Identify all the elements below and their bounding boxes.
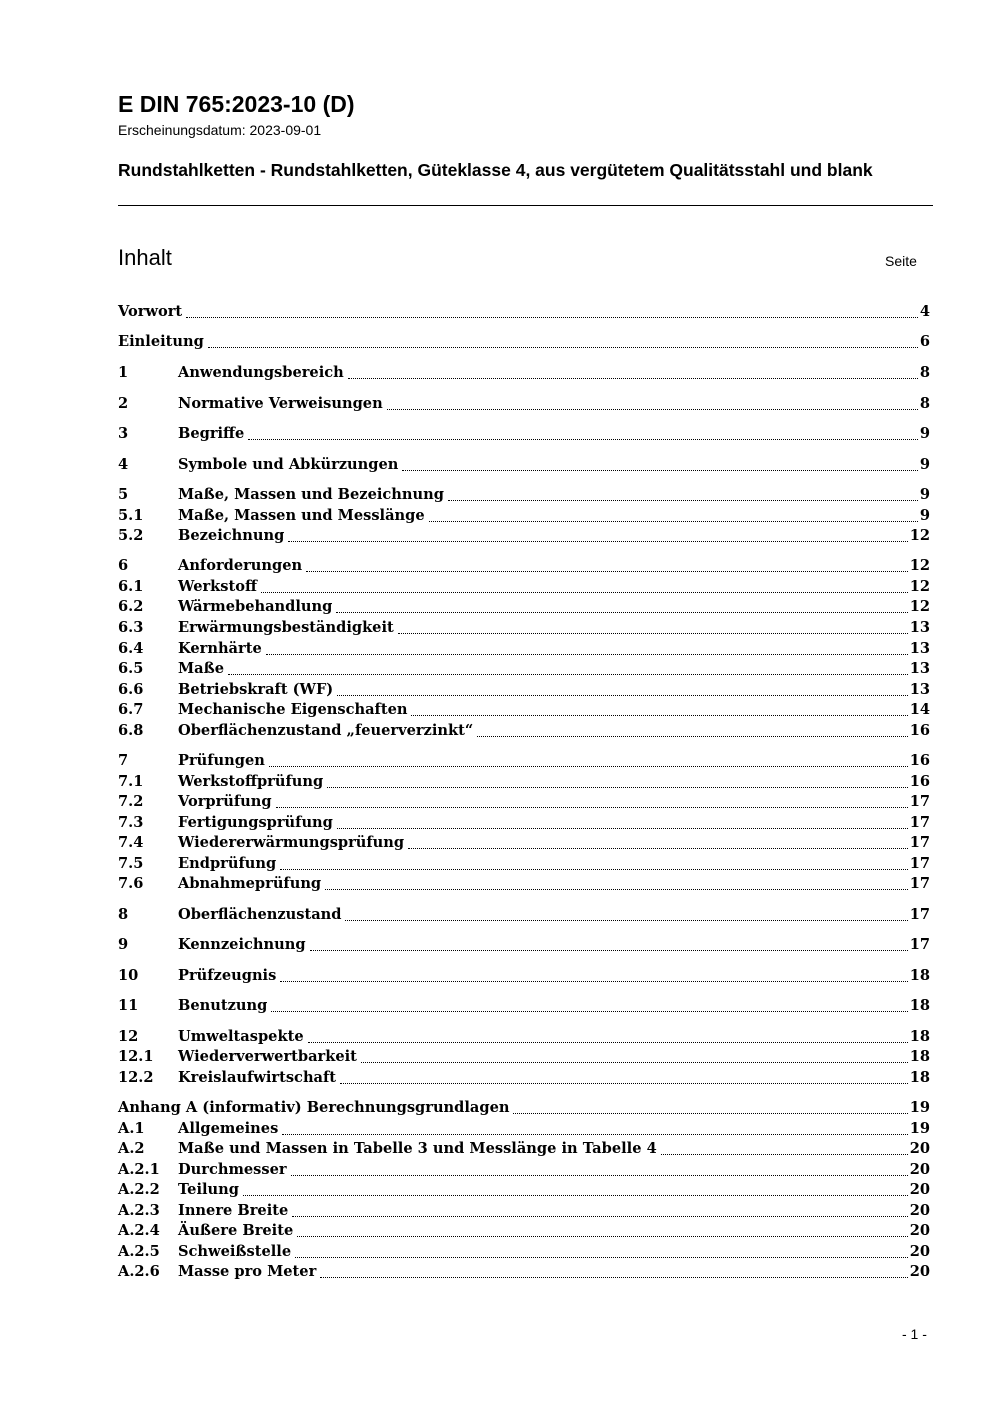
toc-entry-page: 18 [909,1069,930,1086]
toc-entry-number: 4 [118,456,129,473]
toc-dot-leader [288,541,907,542]
toc-dot-leader [477,736,907,737]
toc-entry-label: Wiedererwärmungsprüfung [178,834,405,851]
toc-entry-page: 12 [909,527,930,544]
toc-entry-number: 7 [118,752,129,769]
toc-entry-page: 13 [909,681,930,698]
toc-entry-label: Betriebskraft (WF) [178,681,334,698]
toc-entry[interactable] [118,772,930,792]
toc-entry-number: A.2.4 [118,1222,160,1239]
toc-entry[interactable] [118,1180,930,1200]
toc-dot-leader [243,1195,908,1196]
publication-date: Erscheinungsdatum: 2023-09-01 [118,122,322,138]
toc-entry-number: A.1 [118,1120,145,1137]
toc-dot-leader [398,633,908,634]
toc-entry-label: Durchmesser [178,1161,287,1178]
toc-dot-leader [387,409,918,410]
toc-entry-page: 20 [909,1181,930,1198]
toc-entry-page: 12 [909,578,930,595]
toc-entry-page: 16 [909,773,930,790]
toc-entry-label: Fertigungsprüfung [178,814,333,831]
toc-entry-page: 14 [909,701,930,718]
toc-dot-leader [345,920,907,921]
toc-entry-page: 17 [909,814,930,831]
toc-entry-number: 6.3 [118,619,144,636]
toc-entry-number: 5.2 [118,527,144,544]
toc-entry-label: Endprüfung [178,855,277,872]
toc-entry[interactable] [118,424,930,444]
toc-entry[interactable] [118,597,930,617]
toc-entry[interactable] [118,556,930,576]
toc-entry-number: 8 [118,906,129,923]
toc-entry-number: 6.5 [118,660,144,677]
toc-entry-label: Masse pro Meter [178,1263,317,1280]
toc-entry-page: 20 [909,1243,930,1260]
toc-entry-label: Umweltaspekte [178,1028,304,1045]
toc-entry-label: Wiederverwertbarkeit [178,1048,357,1065]
toc-entry[interactable] [118,751,930,771]
toc-entry-page: 13 [909,619,930,636]
toc-entry[interactable] [118,1068,930,1088]
toc-dot-leader [297,1236,907,1237]
toc-entry-label: Prüfungen [178,752,265,769]
toc-entry-number: 6.7 [118,701,144,718]
toc-entry-label: Begriffe [178,425,245,442]
toc-entry-page: 9 [919,507,930,524]
toc-entry-number: A.2 [118,1140,145,1157]
toc-entry-number: 6.1 [118,578,144,595]
toc-dot-leader [411,715,907,716]
toc-entry[interactable] [118,485,930,505]
toc-entry-number: 12.2 [118,1069,154,1086]
toc-entry-label: Äußere Breite [178,1222,294,1239]
title-divider [118,205,933,206]
toc-entry-number: A.2.2 [118,1181,160,1198]
toc-entry[interactable] [118,905,930,925]
toc-entry-number: 10 [118,967,139,984]
toc-entry-number: 12.1 [118,1048,154,1065]
toc-entry-label: Anforderungen [178,557,303,574]
toc-dot-leader [340,1083,908,1084]
toc-entry[interactable] [118,659,930,679]
toc-entry-page: 20 [909,1202,930,1219]
toc-dot-leader [248,439,918,440]
toc-entry-page: 17 [909,793,930,810]
toc-dot-leader [280,981,907,982]
toc-entry[interactable] [118,639,930,659]
toc-entry[interactable] [118,792,930,812]
toc-entry[interactable] [118,700,930,720]
toc-entry[interactable] [118,1242,930,1262]
toc-entry-number: 1 [118,364,129,381]
toc-entry-page: 20 [909,1140,930,1157]
page-number: - 1 - [902,1326,927,1342]
toc-entry-number: 7.1 [118,773,144,790]
toc-entry[interactable] [118,1047,930,1067]
toc-entry-page: 8 [919,395,930,412]
toc-dot-leader [291,1175,908,1176]
toc-dot-leader [266,654,908,655]
toc-entry-page: 13 [909,660,930,677]
toc-entry-label: Kernhärte [178,640,262,657]
toc-dot-leader [325,889,908,890]
toc-entry[interactable] [118,721,930,741]
toc-entry-page: 17 [909,834,930,851]
toc-dot-leader [336,612,907,613]
toc-entry-label: Anhang A (informativ) Berechnungsgrundlagen [118,1099,510,1116]
toc-entry-page: 18 [909,1028,930,1045]
toc-entry-number: 7.6 [118,875,144,892]
toc-entry[interactable] [118,618,930,638]
toc-dot-leader [661,1154,908,1155]
toc-entry-label: Bezeichnung [178,527,285,544]
toc-heading: Inhalt [118,245,172,270]
toc-entry-label: Teilung [178,1181,239,1198]
toc-entry-number: 9 [118,936,129,953]
toc-dot-leader [228,674,908,675]
toc-entry[interactable] [118,1160,930,1180]
toc-entry[interactable] [118,996,930,1016]
toc-dot-leader [337,695,907,696]
toc-entry[interactable] [118,363,930,383]
toc-entry-number: 12 [118,1028,139,1045]
toc-entry-label: Oberflächenzustand „feuerverzinkt“ [178,722,474,739]
toc-entry[interactable] [118,1139,930,1159]
toc-entry-number: 7.3 [118,814,144,831]
toc-page-label: Seite [885,253,917,269]
toc-dot-leader [269,766,908,767]
toc-entry-number: 6.6 [118,681,144,698]
toc-entry-number: 3 [118,425,129,442]
toc-entry-label: Erwärmungsbeständigkeit [178,619,394,636]
toc-dot-leader [513,1113,907,1114]
toc-entry-page: 20 [909,1161,930,1178]
toc-entry-label: Symbole und Abkürzungen [178,456,399,473]
toc-dot-leader [402,470,917,471]
toc-entry-label: Kennzeichnung [178,936,306,953]
toc-entry-label: Einleitung [118,333,204,350]
toc-entry-page: 16 [909,752,930,769]
toc-entry[interactable] [118,680,930,700]
toc-entry-page: 4 [919,303,930,320]
toc-entry[interactable] [118,1119,930,1139]
toc-entry[interactable] [118,526,930,546]
toc-entry-page: 17 [909,875,930,892]
toc-entry[interactable] [118,394,930,414]
toc-entry-label: Maße und Massen in Tabelle 3 und Messlänge in Tabelle 4 [178,1140,657,1157]
toc-dot-leader [337,828,908,829]
toc-entry-number: 7.2 [118,793,144,810]
toc-entry-page: 17 [909,855,930,872]
toc-entry-page: 13 [909,640,930,657]
toc-entry-label: Mechanische Eigenschaften [178,701,408,718]
toc-dot-leader [308,1042,908,1043]
toc-entry-page: 18 [909,967,930,984]
toc-entry-label: Vorprüfung [178,793,272,810]
toc-entry-page: 17 [909,906,930,923]
toc-entry[interactable] [118,1201,930,1221]
toc-entry-page: 18 [909,1048,930,1065]
toc-entry-number: 5 [118,486,129,503]
toc-entry-page: 19 [909,1120,930,1137]
toc-dot-leader [261,592,908,593]
toc-entry-label: Werkstoff [178,578,257,595]
toc-dot-leader [448,500,918,501]
toc-entry-number: A.2.3 [118,1202,160,1219]
toc-entry[interactable] [118,332,930,352]
toc-dot-leader [186,317,918,318]
toc-entry-page: 6 [919,333,930,350]
toc-entry[interactable] [118,854,930,874]
document-id: E DIN 765:2023-10 (D) [118,91,355,117]
toc-entry-label: Werkstoffprüfung [178,773,324,790]
toc-dot-leader [310,950,908,951]
toc-entry-page: 17 [909,936,930,953]
toc-entry-page: 20 [909,1222,930,1239]
toc-entry-number: 6.8 [118,722,144,739]
toc-entry-page: 8 [919,364,930,381]
toc-entry[interactable] [118,1098,930,1118]
toc-dot-leader [271,1011,907,1012]
toc-entry-label: Innere Breite [178,1202,289,1219]
toc-entry-number: A.2.6 [118,1263,160,1280]
toc-entry[interactable] [118,874,930,894]
toc-entry[interactable] [118,577,930,597]
toc-entry[interactable] [118,966,930,986]
toc-entry-label: Allgemeines [178,1120,279,1137]
toc-entry-label: Abnahmeprüfung [178,875,322,892]
toc-dot-leader [408,848,908,849]
toc-dot-leader [327,787,908,788]
toc-entry[interactable] [118,455,930,475]
toc-entry-number: 7.5 [118,855,144,872]
toc-entry-page: 9 [919,456,930,473]
toc-entry-label: Maße, Massen und Messlänge [178,507,425,524]
toc-entry-number: 11 [118,997,139,1014]
toc-dot-leader [282,1134,907,1135]
toc-entry-label: Benutzung [178,997,268,1014]
toc-entry-label: Oberflächenzustand [178,906,342,923]
toc-dot-leader [276,807,908,808]
toc-dot-leader [361,1062,908,1063]
toc-dot-leader [320,1277,907,1278]
toc-dot-leader [292,1216,907,1217]
toc-entry-label: Kreislaufwirtschaft [178,1069,337,1086]
toc-dot-leader [280,869,908,870]
toc-entry-page: 19 [909,1099,930,1116]
toc-entry[interactable] [118,833,930,853]
document-title: Rundstahlketten - Rundstahlketten, Güteklasse 4, aus vergütetem Qualitätsstahl und blank [118,160,873,180]
toc-entry-label: Normative Verweisungen [178,395,383,412]
toc-dot-leader [208,347,918,348]
toc-entry-number: 6.4 [118,640,144,657]
toc-entry-label: Schweißstelle [178,1243,292,1260]
toc-entry[interactable] [118,506,930,526]
toc-entry[interactable] [118,302,930,322]
toc-entry-label: Maße, Massen und Bezeichnung [178,486,444,503]
toc-entry[interactable] [118,1221,930,1241]
toc-entry-number: 7.4 [118,834,144,851]
toc-entry-page: 12 [909,598,930,615]
toc-entry-label: Maße [178,660,224,677]
toc-entry-page: 9 [919,425,930,442]
toc-entry-page: 20 [909,1263,930,1280]
toc-entry-label: Vorwort [118,303,183,320]
toc-entry[interactable] [118,1262,930,1282]
toc-dot-leader [306,571,908,572]
toc-entry[interactable] [118,935,930,955]
toc-entry-number: 5.1 [118,507,144,524]
toc-entry-number: A.2.1 [118,1161,160,1178]
toc-dot-leader [348,378,918,379]
toc-entry-number: 2 [118,395,129,412]
toc-entry-page: 12 [909,557,930,574]
toc-entry-label: Prüfzeugnis [178,967,277,984]
toc-entry-page: 18 [909,997,930,1014]
toc-entry[interactable] [118,1027,930,1047]
toc-dot-leader [429,521,918,522]
toc-entry-number: 6.2 [118,598,144,615]
toc-entry-label: Anwendungsbereich [178,364,344,381]
toc-entry-page: 9 [919,486,930,503]
toc-entry-label: Wärmebehandlung [178,598,333,615]
toc-entry-page: 16 [909,722,930,739]
toc-dot-leader [295,1257,908,1258]
toc-entry-number: 6 [118,557,129,574]
toc-entry-number: A.2.5 [118,1243,160,1260]
toc-entry[interactable] [118,813,930,833]
